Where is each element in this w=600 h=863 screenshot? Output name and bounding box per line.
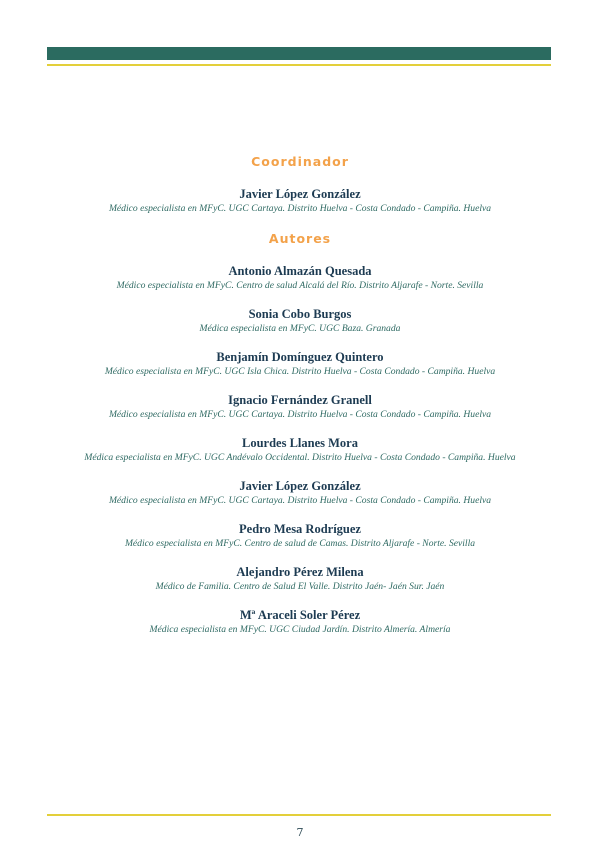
person-name: Pedro Mesa Rodríguez xyxy=(239,522,361,536)
person-name: Antonio Almazán Quesada xyxy=(228,264,372,278)
author-entry xyxy=(40,264,560,293)
authors-heading: Autores xyxy=(268,231,332,246)
author-entry xyxy=(40,350,560,379)
credits-content xyxy=(40,153,560,651)
person-name: Sonia Cobo Burgos xyxy=(248,307,352,321)
author-entry xyxy=(40,565,560,594)
person-affiliation: Médico especialista en MFyC. UGC Cartaya. Distrito Huelva - Costa Condado - Campiña. Huelva xyxy=(108,409,492,420)
person-affiliation: Médica especialista en MFyC. UGC Baza. Granada xyxy=(199,323,401,334)
person-affiliation: Médico de Familia. Centro de Salud El Valle. Distrito Jaén- Jaén Sur. Jaén xyxy=(155,581,445,592)
author-entry xyxy=(40,436,560,465)
page-number: 7 xyxy=(296,826,304,839)
person-affiliation: Médica especialista en MFyC. UGC Ciudad Jardín. Distrito Almería. Almería xyxy=(149,624,451,635)
author-entry xyxy=(40,608,560,637)
person-name: Javier López González xyxy=(239,479,361,493)
header-bar xyxy=(47,47,551,60)
person-name: Lourdes Llanes Mora xyxy=(242,436,358,450)
author-entry xyxy=(40,393,560,422)
person-name: Ignacio Fernández Granell xyxy=(228,393,372,407)
coordinator-heading: Coordinador xyxy=(251,154,349,169)
author-entry xyxy=(40,307,560,336)
person-affiliation: Médico especialista en MFyC. UGC Cartaya. Distrito Huelva - Costa Condado - Campiña. Huelva xyxy=(108,203,492,214)
header-rule xyxy=(47,64,551,66)
person-affiliation: Médico especialista en MFyC. Centro de salud de Camas. Distrito Aljarafe - Norte. Sevilla xyxy=(124,538,476,549)
person-affiliation: Médico especialista en MFyC. UGC Isla Chica. Distrito Huelva - Costa Condado - Campiña. Huelva xyxy=(104,366,496,377)
person-name: Javier López González xyxy=(239,187,361,201)
coordinator-entry xyxy=(40,187,560,216)
author-entry xyxy=(40,479,560,508)
person-name: Benjamín Domínguez Quintero xyxy=(216,350,384,364)
person-affiliation: Médico especialista en MFyC. Centro de salud Alcalá del Río. Distrito Aljarafe - Norte. Sevilla xyxy=(116,280,484,291)
person-name: Mª Araceli Soler Pérez xyxy=(239,608,361,622)
author-entry xyxy=(40,522,560,551)
person-name: Alejandro Pérez Milena xyxy=(236,565,364,579)
footer-rule xyxy=(47,814,551,816)
person-affiliation: Médica especialista en MFyC. UGC Andévalo Occidental. Distrito Huelva - Costa Condado - Campiña. Huelva xyxy=(84,452,516,463)
person-affiliation: Médico especialista en MFyC. UGC Cartaya. Distrito Huelva - Costa Condado - Campiña. Huelva xyxy=(108,495,492,506)
